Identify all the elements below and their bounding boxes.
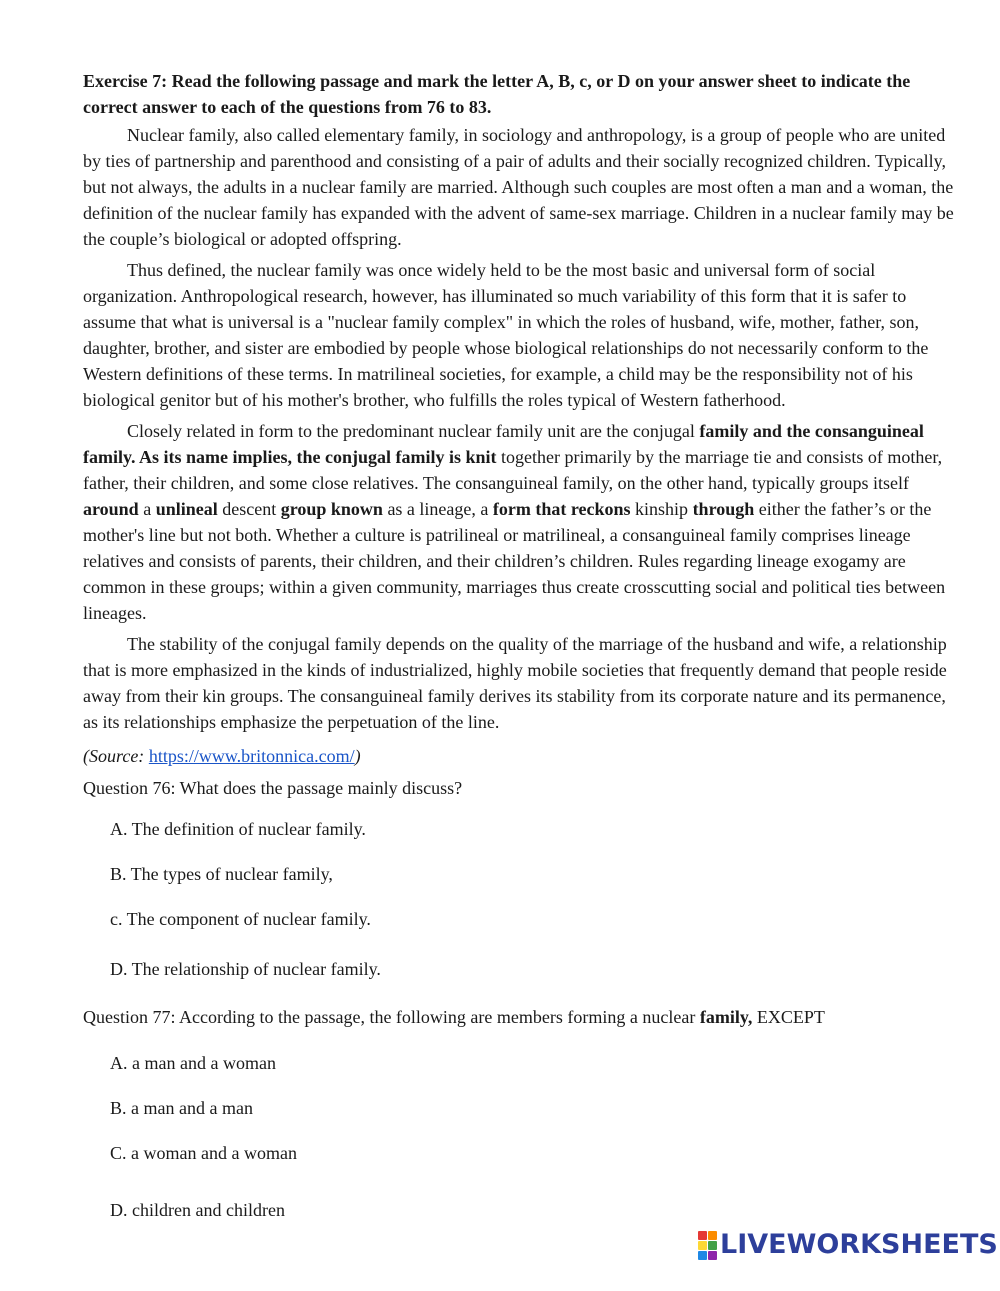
logo-tile bbox=[698, 1231, 707, 1240]
q76-option-b[interactable]: B. The types of nuclear family, bbox=[110, 864, 333, 884]
passage-paragraph-2: Thus defined, the nuclear family was once widely held to be the most basic and universal form of social organization. Anthropological research, however, has illuminated so much variability of this form that it is safer to assume that what is universal is a "nuclear family complex" in which the roles of husband, wife, mother, father, son, daughter, brother, and sister are embodied by people whose biological relationships do not necessarily conform to the Western definitions of these terms. In matrilineal societies, for example, a child may be the responsibility not of his biological genitor but of his mother's brother, who fulfills the roles typical of Western fatherhood. bbox=[83, 260, 929, 410]
logo-tiles-icon bbox=[698, 1231, 717, 1260]
q77-text: EXCEPT bbox=[752, 1007, 825, 1027]
q77-text: Question 77: According to the passage, the following are members forming a nuclear bbox=[83, 1007, 700, 1027]
p3-text: either the father’s or the mother's line but not both. Whether a culture is patrilineal or matrilineal, a consanguineal family comprises lineage relatives and consists of parents, their children, and their children’s children. Rules regarding lineage exogamy are common in these groups; within a given community, marriages thus create crosscutting social and political ties between lineages. bbox=[83, 499, 946, 623]
q76-option-c[interactable]: c. The component of nuclear family. bbox=[110, 909, 371, 929]
passage-paragraph-3 bbox=[83, 418, 958, 626]
q77-option-a[interactable]: A. a man and a woman bbox=[110, 1053, 276, 1073]
exercise-heading: Exercise 7: Read the following passage and mark the letter A, B, c, or D on your answer sheet to indicate the correct answer to each of the questions from 76 to 83. bbox=[83, 71, 911, 117]
logo-tile bbox=[698, 1241, 707, 1250]
logo-text: LIVEWORKSHEETS bbox=[720, 1229, 998, 1260]
q77-option-c[interactable]: C. a woman and a woman bbox=[110, 1143, 297, 1163]
p3-text: as a lineage, a bbox=[382, 499, 493, 519]
worksheet bbox=[83, 68, 958, 1223]
q77-option-d[interactable]: D. children and children bbox=[110, 1200, 285, 1220]
q76-option-a[interactable]: A. The definition of nuclear family. bbox=[110, 819, 366, 839]
p3-bold: unlineal bbox=[155, 499, 218, 519]
logo-tile bbox=[708, 1231, 717, 1240]
p3-bold: family and the consanguineal family. As its name implies, the conjugal family is knit bbox=[83, 421, 924, 467]
q77-option-b[interactable]: B. a man and a man bbox=[110, 1098, 253, 1118]
liveworksheets-logo bbox=[698, 1229, 998, 1261]
question-77 bbox=[83, 1004, 958, 1030]
p3-bold: around bbox=[83, 499, 139, 519]
logo-tile bbox=[708, 1241, 717, 1250]
p3-bold: through bbox=[692, 499, 755, 519]
source-prefix: (Source: bbox=[83, 746, 149, 766]
logo-tile bbox=[698, 1251, 707, 1260]
passage-paragraph-1: Nuclear family, also called elementary family, in sociology and anthropology, is a group of people who are united by ties of partnership and parenthood and consisting of a pair of adults and their socially recognized children. Typically, but not always, the adults in a nuclear family are married. Although such couples are most often a man and a woman, the definition of the nuclear family has expanded with the advent of same-sex marriage. Children in a nuclear family may be the couple’s biological or adopted offspring. bbox=[83, 125, 954, 249]
p3-text: Closely related in form to the predominant nuclear family unit are the conjugal bbox=[127, 421, 700, 441]
q76-option-d[interactable]: D. The relationship of nuclear family. bbox=[110, 959, 381, 979]
p3-text: together primarily by the marriage tie and consists of mother, father, their children, and some close relatives. The consanguineal family, on the other hand, typically groups itself bbox=[83, 447, 943, 493]
p3-text: kinship bbox=[630, 499, 693, 519]
question-76: Question 76: What does the passage mainly discuss? bbox=[83, 778, 463, 798]
logo-tile bbox=[708, 1251, 717, 1260]
source-suffix: ) bbox=[354, 746, 361, 766]
q77-bold: family, bbox=[699, 1007, 753, 1027]
p3-text: descent bbox=[217, 499, 281, 519]
p3-bold: group known bbox=[280, 499, 383, 519]
source-link[interactable]: https://www.britonnica.com/ bbox=[148, 746, 355, 766]
passage-paragraph-4: The stability of the conjugal family depends on the quality of the marriage of the husband and wife, a relationship that is more emphasized in the kinds of industrialized, highly mobile societies that frequently demand that people reside away from their kin groups. The consanguineal family derives its stability from its corporate nature and its permanence, as its relationships emphasize the perpetuation of the line. bbox=[83, 634, 947, 732]
source-citation bbox=[83, 743, 958, 769]
p3-text: a bbox=[138, 499, 156, 519]
p3-bold: form that reckons bbox=[492, 499, 631, 519]
